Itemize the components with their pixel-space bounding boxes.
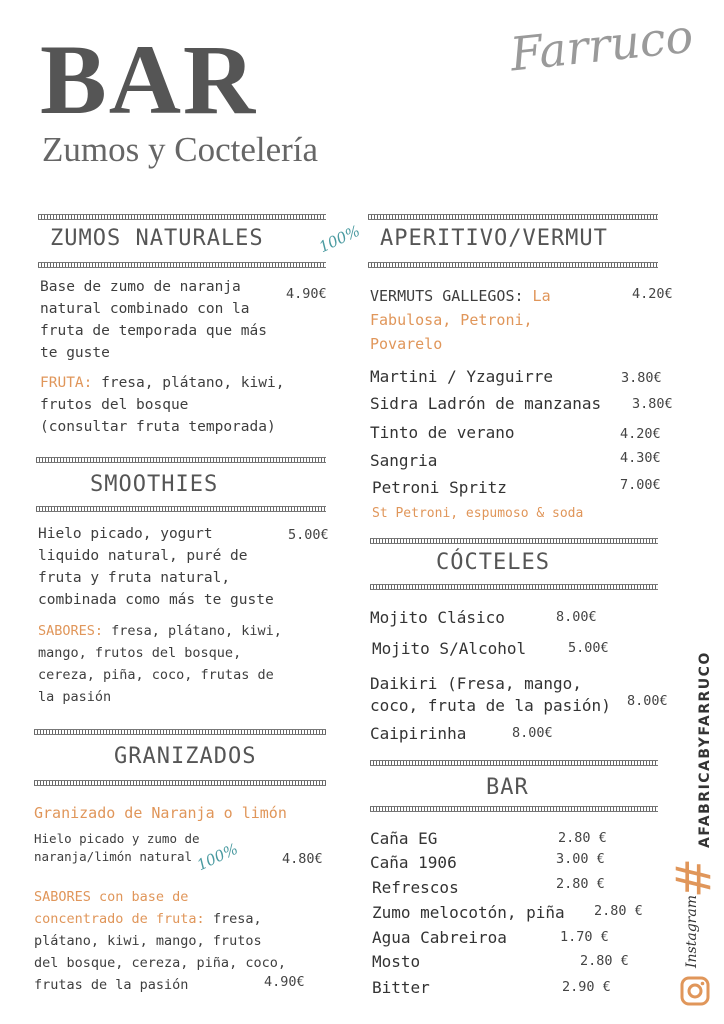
bar-item-name: Agua Cabreiroa bbox=[372, 928, 507, 947]
bar-item-name: Caña EG bbox=[370, 829, 438, 848]
section-title-granizados: GRANIZADOS bbox=[114, 744, 257, 769]
badge-100: 100% bbox=[316, 221, 363, 257]
menu-item-name: Sidra Ladrón de manzanas bbox=[370, 394, 602, 413]
menu-item-name: Petroni Spritz bbox=[372, 478, 507, 497]
smoothies-sabores: SABORES: fresa, plátano, kiwi, mango, frutos del bosque, cereza, piña, coco, frutas de la pasión bbox=[38, 623, 282, 705]
menu-item-name: Tinto de verano bbox=[370, 423, 515, 442]
coctel-price: 5.00€ bbox=[568, 640, 609, 656]
section-divider bbox=[368, 262, 658, 268]
bar-item-price: 1.70 € bbox=[560, 929, 609, 945]
menu-item-price: 7.00€ bbox=[620, 477, 661, 493]
page-subtitle: Zumos y Coctelería bbox=[42, 130, 319, 169]
bar-item-name: Zumo melocotón, piña bbox=[372, 903, 565, 922]
bar-item-name: Mosto bbox=[372, 952, 421, 971]
zumos-frutas: FRUTA: fresa, plátano, kiwi, frutos del bosque (consultar fruta temporada) bbox=[40, 375, 285, 435]
bar-item-price: 3.00 € bbox=[556, 851, 605, 867]
vermut-gallegos: VERMUTS GALLEGOS: La Fabulosa, Petroni, Povarelo bbox=[370, 287, 551, 353]
section-divider bbox=[36, 506, 326, 512]
coctel-price: 8.00€ bbox=[556, 609, 597, 625]
menu-item-price: 4.30€ bbox=[620, 450, 661, 466]
section-divider bbox=[370, 806, 658, 812]
bar-item-name: Caña 1906 bbox=[370, 853, 457, 872]
smoothies-price: 5.00€ bbox=[288, 527, 329, 543]
section-divider bbox=[38, 214, 326, 220]
coctel-name: Mojito Clásico bbox=[370, 608, 505, 627]
coctel-price: 8.00€ bbox=[627, 693, 668, 709]
coctel-name: Mojito S/Alcohol bbox=[372, 639, 527, 658]
granizado-price-2: 4.90€ bbox=[264, 974, 305, 990]
coctel-price: 8.00€ bbox=[512, 725, 553, 741]
granizado-sabores: SABORES con base de concentrado de fruta: fresa, plátano, kiwi, mango, frutos del bosque, cereza, piña, coco, frutas de la pasión bbox=[34, 889, 286, 993]
section-divider bbox=[36, 457, 326, 463]
brand-logo: Farruco bbox=[507, 8, 696, 82]
instagram-icon bbox=[680, 976, 710, 1006]
section-divider bbox=[34, 729, 326, 735]
section-title-cocteles: CÓCTELES bbox=[436, 550, 550, 575]
section-title-vermut: APERITIVO/VERMUT bbox=[380, 226, 608, 251]
bar-item-price: 2.80 € bbox=[594, 903, 643, 919]
menu-item-price: 3.80€ bbox=[621, 370, 662, 386]
coctel-name: Caipirinha bbox=[370, 724, 467, 743]
granizado-description: Hielo picado y zumo de naranja/limón natural bbox=[34, 831, 200, 864]
section-divider bbox=[370, 584, 658, 590]
smoothies-description: Hielo picado, yogurt liquido natural, puré de fruta y fruta natural, combinada como más te guste bbox=[38, 526, 274, 608]
zumos-price: 4.90€ bbox=[286, 286, 327, 302]
section-title-smoothies: SMOOTHIES bbox=[90, 472, 219, 497]
zumos-description: Base de zumo de naranja natural combinado con la fruta de temporada que más te guste bbox=[40, 279, 267, 361]
section-divider bbox=[370, 538, 658, 544]
menu-item-name: Sangria bbox=[370, 451, 438, 470]
bar-item-price: 2.80 € bbox=[558, 830, 607, 846]
bar-item-name: Refrescos bbox=[372, 878, 459, 897]
menu-item-price: 4.20€ bbox=[620, 426, 661, 442]
instagram-label: Instagram bbox=[684, 895, 700, 968]
bar-item-price: 2.90 € bbox=[562, 979, 611, 995]
menu-item-name: Martini / Yzaguirre bbox=[370, 367, 554, 386]
section-divider bbox=[370, 760, 658, 766]
section-title-zumos: ZUMOS NATURALES bbox=[50, 226, 264, 251]
section-divider bbox=[38, 262, 326, 268]
granizado-title: Granizado de Naranja o limón bbox=[34, 804, 287, 822]
bar-item-price: 2.80 € bbox=[556, 876, 605, 892]
badge-100: 100% bbox=[194, 839, 241, 875]
menu-item-price: 3.80€ bbox=[632, 396, 673, 412]
section-title-bar: BAR bbox=[486, 775, 529, 800]
bar-item-name: Bitter bbox=[372, 978, 430, 997]
page-title: BAR bbox=[40, 24, 258, 135]
vermut-note: St Petroni, espumoso & soda bbox=[372, 506, 584, 521]
instagram-handle: AFABRICABYFARRUCO bbox=[697, 651, 713, 848]
granizado-price-1: 4.80€ bbox=[282, 851, 323, 867]
bar-item-price: 2.80 € bbox=[580, 953, 629, 969]
vermut-gallegos-price: 4.20€ bbox=[632, 286, 673, 302]
coctel-name: Daikiri (Fresa, mango, coco, fruta de la pasión) bbox=[370, 674, 611, 715]
hashtag-icon: # bbox=[666, 857, 723, 899]
section-divider bbox=[368, 214, 658, 220]
section-divider bbox=[34, 780, 326, 786]
